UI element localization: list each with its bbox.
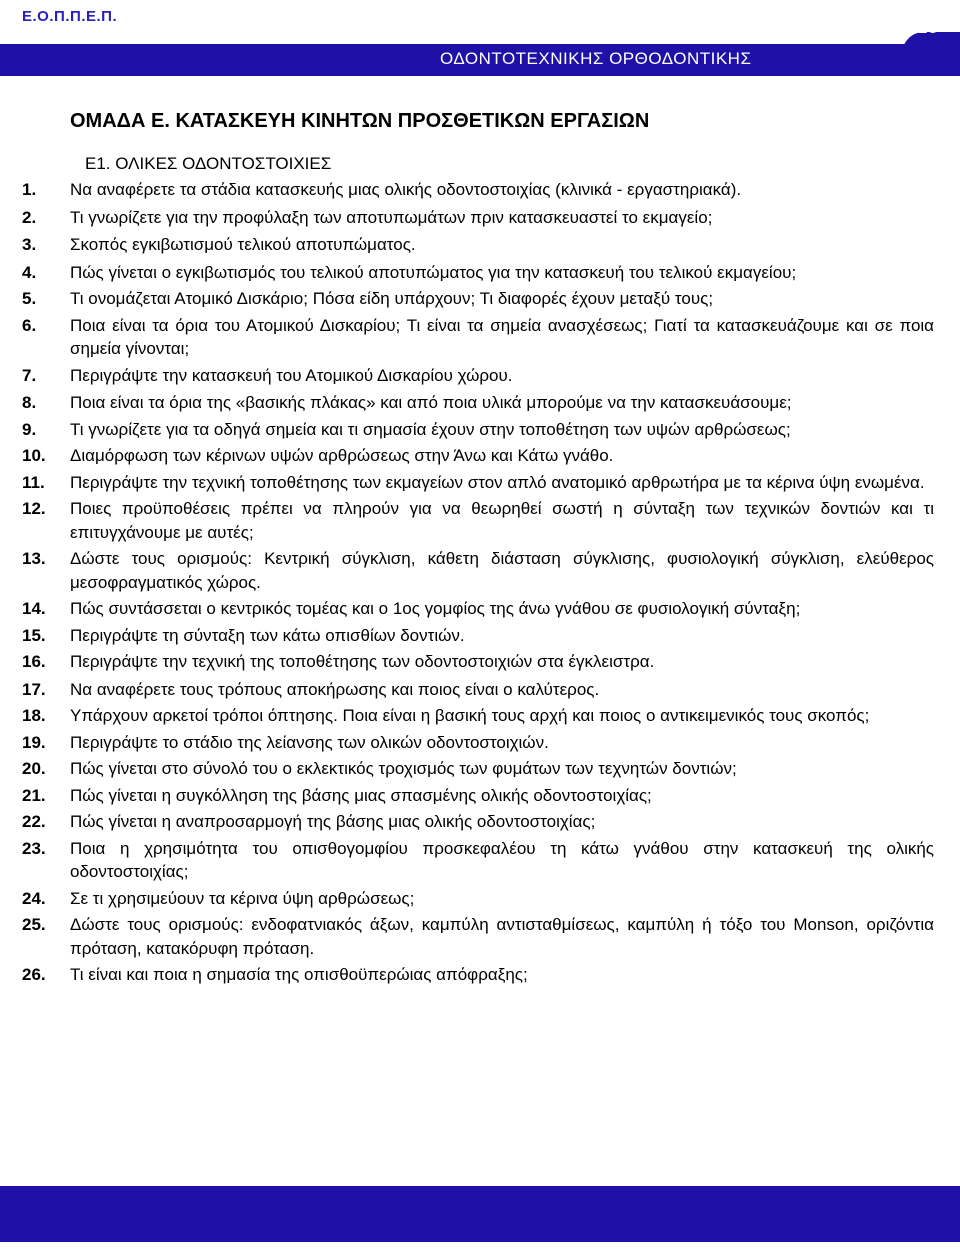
- question-item: [22, 444, 934, 468]
- question-text: Ποιες προϋποθέσεις πρέπει να πληρούν για να θεωρηθεί σωστή η σύνταξη των τεχνικών δοντιών και τι επιτυγχάνουμε με αυτές;: [70, 499, 934, 542]
- question-item: [22, 178, 934, 202]
- question-text: Σε τι χρησιμεύουν τα κέρινα ύψη αρθρώσεως;: [70, 888, 415, 908]
- question-text: Δώστε τους ορισμούς: ενδοφατνιακός άξων, καμπύλη αντισταθμίσεως, καμπύλη ή τόξο του Monson, οριζόντια πρόταση, κατακόρυφη πρόταση.: [70, 915, 934, 958]
- question-text: Τι γνωρίζετε για τα οδηγά σημεία και τι σημασία έχουν στην τοποθέτηση των υψών αρθρώσεως;: [70, 419, 791, 439]
- question-text: Ποια η χρησιμότητα του οπισθογομφίου προσκεφαλέου τη κάτω γνάθου στην κατασκευή της ολικής οδοντοστοιχίας;: [70, 838, 934, 881]
- header-organization: Ε.Ο.Π.Π.Ε.Π.: [22, 7, 118, 25]
- question-item: [22, 364, 934, 388]
- question-text: Σκοπός εγκιβωτισμού τελικού αποτυπώματος.: [70, 235, 416, 254]
- question-number: 15.: [22, 625, 46, 645]
- question-number: 6.: [22, 315, 37, 335]
- question-number: 8.: [22, 393, 37, 412]
- question-text: Τι γνωρίζετε για την προφύλαξη των αποτυπωμάτων πριν κατασκευαστεί το εκμαγείο;: [70, 207, 713, 227]
- question-item: [22, 547, 934, 594]
- question-text: Τι είναι και ποια η σημασία της οπισθοϋπερώιας απόφραξης;: [70, 965, 528, 984]
- question-number: 18.: [22, 706, 46, 725]
- question-text: Να αναφέρετε τους τρόπους αποκήρωσης και ποιος είναι ο καλύτερος.: [70, 679, 600, 699]
- question-number: 10.: [22, 446, 46, 465]
- question-item: [22, 418, 934, 442]
- question-text: Διαμόρφωση των κέρινων υψών αρθρώσεως στην Άνω και Κάτω γνάθο.: [70, 446, 614, 465]
- question-number: 7.: [22, 365, 37, 385]
- question-item: [22, 731, 934, 755]
- question-item: [22, 650, 934, 674]
- question-list: [22, 178, 934, 987]
- question-number: 20.: [22, 759, 46, 778]
- question-item: [22, 314, 934, 361]
- question-number: 21.: [22, 785, 46, 805]
- question-text: Πώς γίνεται η συγκόλληση της βάσης μιας σπασμένης ολικής οδοντοστοιχίας;: [70, 785, 652, 805]
- question-text: Ποια είναι τα όρια της «βασικής πλάκας» και από ποια υλικά μπορούμε να την κατασκευάσουμε;: [70, 393, 792, 412]
- question-item: [22, 471, 934, 495]
- question-number: 16.: [22, 652, 46, 671]
- question-text: Περιγράψτε την τεχνική τοποθέτησης των εκμαγείων στον απλό ανατομικό αρθρωτήρα με τα κέρινα ύψη ενωμένα.: [70, 472, 925, 492]
- question-text: Πώς γίνεται η αναπροσαρμογή της βάσης μιας ολικής οδοντοστοιχίας;: [70, 812, 596, 831]
- question-text: Περιγράψτε την τεχνική της τοποθέτησης των οδοντοστοιχιών στα έγκλειστρα.: [70, 652, 655, 671]
- question-number: 17.: [22, 679, 46, 699]
- question-item: [22, 678, 934, 702]
- question-item: [22, 233, 934, 257]
- question-text: Περιγράψτε τη σύνταξη των κάτω οπισθίων δοντιών.: [70, 625, 465, 645]
- question-text: Υπάρχουν αρκετοί τρόποι όπτησης. Ποια είναι η βασική τους αρχή και ποιος ο αντικειμενικός τους σκοπός;: [70, 706, 870, 725]
- question-number: 22.: [22, 812, 46, 831]
- question-item: [22, 391, 934, 415]
- question-number: 19.: [22, 732, 46, 752]
- question-number: 3.: [22, 235, 37, 254]
- question-number: 25.: [22, 915, 46, 934]
- question-item: [22, 206, 934, 230]
- question-number: 5.: [22, 289, 37, 308]
- footer-bar: [0, 1186, 960, 1242]
- question-item: [22, 887, 934, 911]
- question-number: 24.: [22, 888, 46, 908]
- question-number: 13.: [22, 549, 46, 568]
- question-item: [22, 757, 934, 781]
- question-number: 12.: [22, 499, 46, 518]
- question-item: [22, 810, 934, 834]
- question-text: Ποια είναι τα όρια του Ατομικού Δισκαρίου; Τι είναι τα σημεία ανασχέσεως; Γιατί τα κατασκευάζουμε και σε ποια σημεία γίνονται;: [70, 315, 934, 358]
- question-item: [22, 704, 934, 728]
- question-text: Περιγράψτε το στάδιο της λείανσης των ολικών οδοντοστοιχιών.: [70, 732, 549, 752]
- footer-band: [0, 1186, 960, 1242]
- question-number: 4.: [22, 262, 37, 282]
- question-item: [22, 287, 934, 311]
- question-number: 9.: [22, 419, 37, 439]
- question-item: [22, 261, 934, 285]
- question-text: Δώστε τους ορισμούς: Κεντρική σύγκλιση, κάθετη διάσταση σύγκλισης, φυσιολογική σύγκλιση, ελεύθερος μεσοφραγματικός χώρος.: [70, 549, 934, 592]
- question-text: Πώς γίνεται στο σύνολό του ο εκλεκτικός τροχισμός των φυμάτων των τεχνητών δοντιών;: [70, 759, 737, 778]
- question-item: [22, 913, 934, 960]
- page-number: Σελίδα 16 από 28: [797, 18, 938, 37]
- header-specialty: ΟΔΟΝΤΟΤΕΧΝΙΚΗΣ ΟΡΘΟΔΟΝΤΙΚΗΣ: [440, 49, 752, 68]
- question-item: [22, 497, 934, 544]
- question-text: Να αναφέρετε τα στάδια κατασκευής μιας ολικής οδοντοστοιχίας (κλινικά - εργαστηριακά).: [70, 180, 742, 199]
- question-number: 23.: [22, 838, 46, 858]
- question-number: 2.: [22, 207, 37, 227]
- question-number: 1.: [22, 180, 37, 199]
- question-item: [22, 837, 934, 884]
- question-text: Πώς γίνεται ο εγκιβωτισμός του τελικού αποτυπώματος για την κατασκευή του τελικού εκμαγείου;: [70, 262, 797, 282]
- question-number: 26.: [22, 965, 46, 984]
- question-text: Περιγράψτε την κατασκευή του Ατομικού Δισκαρίου χώρου.: [70, 365, 513, 385]
- question-item: [22, 963, 934, 987]
- question-item: [22, 597, 934, 621]
- question-text: Τι ονομάζεται Ατομικό Δισκάριο; Πόσα είδη υπάρχουν; Τι διαφορές έχουν μεταξύ τους;: [70, 289, 714, 308]
- question-number: 11.: [22, 472, 45, 492]
- question-item: [22, 624, 934, 648]
- subsection-title: Ε1. ΟΛΙΚΕΣ ΟΔΟΝΤΟΣΤΟΙΧΙΕΣ: [85, 154, 332, 173]
- question-text: Πώς συντάσσεται ο κεντρικός τομέας και ο 1ος γομφίος της άνω γνάθου σε φυσιολογική σύνταξη;: [70, 599, 801, 618]
- question-item: [22, 784, 934, 808]
- section-title: ΟΜΑΔΑ Ε. ΚΑΤΑΣΚΕΥΗ ΚΙΝΗΤΩΝ ΠΡΟΣΘΕΤΙΚΩΝ ΕΡΓΑΣΙΩΝ: [70, 110, 650, 132]
- question-number: 14.: [22, 599, 46, 618]
